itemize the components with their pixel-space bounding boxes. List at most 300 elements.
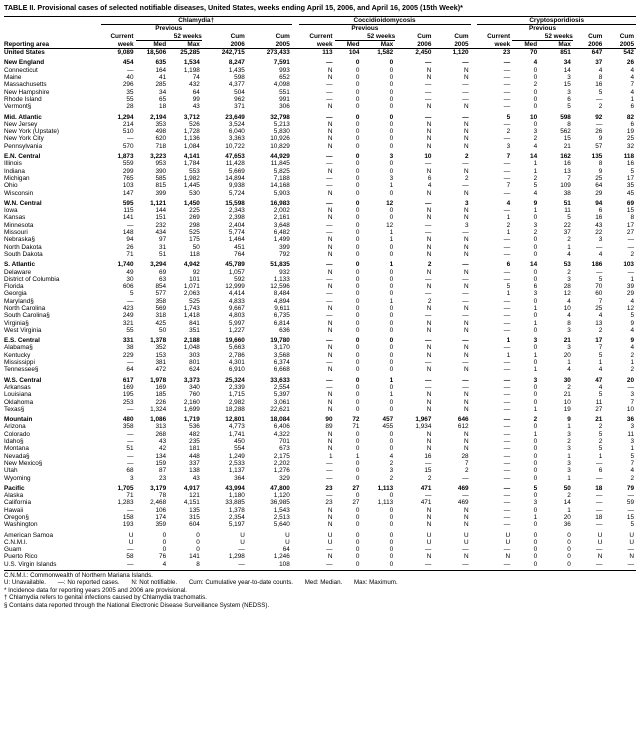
column-spacer	[471, 529, 478, 539]
value-cell: 1,873	[117, 153, 134, 161]
value-cell: —	[503, 366, 511, 374]
value-cell: 0	[355, 459, 360, 467]
value-cell: 4	[598, 66, 603, 74]
value-cell: 2,063	[183, 290, 200, 298]
value-cell: 21	[563, 142, 571, 150]
value-cell: 7	[567, 174, 571, 182]
reporting-area-cell: Florida	[4, 283, 24, 291]
value-cell: 454	[122, 59, 134, 67]
value-cell: 296	[122, 81, 134, 89]
value-cell: 1	[389, 261, 394, 269]
value-cell: 0	[533, 391, 538, 399]
table-row	[4, 352, 636, 359]
value-cell: 9,089	[117, 49, 134, 57]
value-cell: 991	[279, 95, 290, 103]
value-cell: 2,404	[228, 221, 245, 229]
value-cell: 5	[129, 290, 134, 298]
value-cell: 7	[630, 81, 634, 89]
table-row	[4, 467, 636, 474]
value-cell: 0	[355, 261, 360, 269]
value-cell: —	[503, 514, 511, 521]
column-spacer	[471, 312, 478, 319]
value-cell: 0	[389, 538, 394, 546]
value-cell: N	[463, 326, 469, 334]
value-cell: N	[463, 283, 469, 291]
value-cell: 1	[533, 430, 538, 438]
value-cell: 34	[159, 88, 167, 96]
value-cell: 0	[355, 153, 360, 161]
column-spacer	[471, 103, 478, 110]
value-cell: 0	[533, 467, 538, 475]
value-cell: 74	[192, 74, 200, 82]
value-cell: 701	[279, 438, 290, 446]
value-cell: 5,213	[273, 120, 290, 128]
value-cell: 0	[355, 351, 360, 359]
value-cell: N	[327, 326, 333, 334]
year-2005-label: 2005	[247, 40, 292, 48]
value-cell: 3	[533, 221, 538, 229]
value-cell: —	[127, 297, 134, 305]
value-cell: 0	[533, 88, 538, 96]
value-cell: 569	[155, 304, 167, 312]
value-cell: 542	[623, 49, 634, 57]
value-cell: 0	[355, 268, 360, 276]
value-cell: 6,735	[273, 312, 290, 320]
value-cell: 229	[122, 351, 134, 359]
value-cell: 141	[189, 553, 200, 561]
value-cell: 47	[595, 376, 603, 384]
value-cell: 43	[595, 221, 603, 229]
value-cell: 9,938	[228, 182, 245, 190]
value-cell: 59	[626, 499, 634, 507]
value-cell: 0	[355, 376, 360, 384]
value-cell: 7	[465, 459, 469, 467]
value-cell: 14	[563, 66, 571, 74]
previous-label: Previous	[155, 25, 183, 33]
value-cell: 0	[389, 337, 394, 345]
value-cell: 36,985	[270, 499, 290, 507]
value-cell: —	[595, 95, 603, 103]
value-cell: 195	[122, 391, 134, 399]
column-spacer	[471, 507, 478, 514]
value-cell: 359	[155, 521, 167, 529]
value-cell: 0	[533, 553, 538, 561]
value-cell: 5	[630, 167, 634, 175]
value-cell: 5	[630, 452, 634, 460]
value-cell: 12	[386, 221, 394, 229]
reporting-area-cell: North Carolina	[4, 304, 46, 312]
table-row	[4, 539, 636, 546]
value-cell: 174	[155, 514, 167, 521]
value-cell: U	[597, 531, 603, 539]
value-cell: N	[463, 207, 469, 215]
value-cell: —	[127, 430, 134, 438]
value-cell: 6,482	[273, 229, 290, 237]
table-row	[4, 283, 636, 290]
value-cell: —	[503, 167, 511, 175]
value-cell: 9	[533, 199, 538, 207]
value-cell: 13	[595, 319, 603, 327]
reporting-area-cell: Mountain	[4, 416, 33, 424]
value-cell: 9,611	[274, 304, 290, 312]
value-cell: 92	[192, 268, 200, 276]
column-spacer	[471, 222, 478, 229]
value-cell: N	[327, 189, 333, 197]
value-cell: 138	[189, 467, 200, 475]
value-cell: N	[327, 207, 333, 215]
value-cell: 3	[630, 438, 634, 446]
value-cell: 0	[533, 268, 538, 276]
value-cell: 2	[427, 297, 432, 305]
value-cell: —	[503, 452, 511, 460]
value-cell: 4	[427, 182, 432, 190]
value-cell: 285	[155, 81, 167, 89]
current-label: Current	[487, 32, 511, 40]
value-cell: 18,288	[225, 405, 245, 413]
column-spacer	[471, 327, 478, 334]
table-row	[4, 121, 636, 128]
value-cell: N	[327, 214, 333, 222]
value-cell: 14	[563, 499, 571, 507]
column-spacer	[292, 312, 299, 319]
value-cell: 118	[189, 250, 200, 258]
column-spacer	[471, 96, 478, 103]
value-cell: 3	[567, 430, 571, 438]
column-spacer	[292, 214, 299, 221]
value-cell: 1	[630, 445, 634, 453]
value-cell: 0	[355, 221, 360, 229]
value-cell: N	[327, 391, 333, 399]
value-cell: 4,301	[228, 359, 245, 367]
value-cell: 108	[279, 560, 290, 568]
value-cell: —	[503, 499, 511, 507]
value-cell: 2	[465, 174, 469, 182]
value-cell: 69	[626, 199, 634, 207]
value-cell: 51	[159, 250, 167, 258]
value-cell: 15	[626, 207, 634, 215]
value-cell: 2	[630, 351, 634, 359]
table-row	[4, 190, 636, 197]
reporting-area-cell: South Dakota	[4, 250, 43, 258]
column-spacer	[471, 359, 478, 366]
table-row	[4, 269, 636, 276]
value-cell: 2,982	[228, 398, 245, 406]
value-cell: 19,780	[270, 337, 290, 345]
value-cell: N	[327, 366, 333, 374]
value-cell: 6	[630, 120, 634, 128]
value-cell: N	[426, 167, 432, 175]
value-cell: 0	[389, 59, 394, 67]
value-cell: 2	[427, 474, 432, 482]
column-spacer	[471, 168, 478, 175]
value-cell: —	[462, 275, 469, 283]
value-cell: —	[462, 297, 469, 305]
value-cell: 3	[533, 499, 538, 507]
value-cell: 0	[389, 506, 394, 514]
value-cell: 87	[159, 467, 167, 475]
value-cell: 4	[598, 312, 603, 320]
reporting-area-cell: Mississippi	[4, 359, 35, 367]
column-spacer	[292, 236, 299, 243]
value-cell: —	[326, 160, 333, 168]
column-spacer	[292, 175, 299, 182]
value-cell: 1,728	[183, 128, 200, 136]
value-cell: 55	[126, 95, 134, 103]
value-cell: 0	[355, 135, 360, 143]
value-cell: 0	[389, 243, 394, 251]
value-cell: —	[462, 88, 469, 96]
value-cell: —	[462, 261, 469, 269]
value-cell: 104	[348, 49, 360, 57]
value-cell: 399	[279, 243, 290, 251]
table-title: TABLE II. Provisional cases of selected notifiable diseases, United States, weeks ending April 15, 2006, and April 16, 2005 (15th Week)*	[4, 3, 463, 12]
value-cell: 16,983	[270, 199, 290, 207]
reporting-area-cell: Guam	[4, 546, 22, 554]
value-cell: 8	[567, 120, 571, 128]
value-cell: 1	[533, 167, 538, 175]
reporting-area-cell: Texas§	[4, 405, 25, 413]
value-cell: 27	[595, 405, 603, 413]
column-spacer	[292, 298, 299, 305]
reporting-area-cell: District of Columbia	[4, 275, 60, 283]
value-cell: 4	[506, 199, 511, 207]
reporting-area-cell: Maine	[4, 74, 22, 82]
value-cell: 2,343	[228, 207, 245, 215]
column-spacer	[471, 160, 478, 167]
value-cell: 3,061	[273, 398, 290, 406]
value-cell: 6,374	[273, 359, 290, 367]
current-label: Current	[110, 32, 134, 40]
value-cell: 4,833	[228, 297, 245, 305]
value-cell: U	[505, 538, 511, 546]
column-spacer	[292, 111, 299, 121]
value-cell: 21	[563, 337, 571, 345]
value-cell: 2,202	[273, 459, 290, 467]
value-cell: —	[326, 261, 333, 269]
value-cell: 371	[234, 103, 245, 111]
value-cell: 5	[598, 430, 603, 438]
value-cell: —	[595, 546, 603, 554]
value-cell: 1,324	[150, 405, 167, 413]
value-cell: 471	[420, 499, 432, 507]
column-spacer	[292, 207, 299, 214]
value-cell: 3	[567, 74, 571, 82]
value-cell: 186	[591, 261, 603, 269]
value-cell: 9	[598, 135, 603, 143]
value-cell: 652	[279, 74, 290, 82]
table-row	[4, 276, 636, 283]
table-row	[4, 529, 636, 539]
value-cell: 1,450	[183, 199, 200, 207]
value-cell: 4,377	[228, 81, 245, 89]
value-cell: 1	[567, 452, 571, 460]
value-cell: 331	[122, 337, 134, 345]
value-cell: 2	[389, 474, 394, 482]
value-cell: 8	[598, 160, 603, 168]
value-cell: 2,554	[273, 383, 290, 391]
value-cell: 118	[623, 153, 634, 161]
value-cell: N	[327, 553, 333, 561]
value-cell: 18	[595, 514, 603, 521]
value-cell: 76	[159, 553, 167, 561]
value-cell: 45	[626, 189, 634, 197]
value-cell: 1	[355, 452, 360, 460]
value-cell: N	[327, 236, 333, 244]
value-cell: 34	[563, 59, 571, 67]
column-spacer	[292, 49, 299, 57]
column-spacer	[292, 222, 299, 229]
value-cell: 0	[355, 344, 360, 352]
value-cell: 8	[196, 560, 200, 568]
value-cell: 94	[126, 236, 134, 244]
value-cell: N	[463, 250, 469, 258]
reporting-area-cell: Utah	[4, 467, 18, 475]
column-spacer	[292, 74, 299, 81]
value-cell: 1	[506, 290, 511, 298]
value-cell: 0	[196, 538, 200, 546]
table-row	[4, 453, 636, 460]
value-cell: 185	[155, 391, 167, 399]
column-spacer	[471, 399, 478, 406]
value-cell: 0	[355, 538, 360, 546]
legend-maximum: Max: Maximum.	[354, 579, 398, 587]
value-cell: 592	[234, 275, 245, 283]
column-spacer	[471, 258, 478, 268]
value-cell: N	[327, 103, 333, 111]
value-cell: 358	[155, 297, 167, 305]
value-cell: —	[425, 383, 432, 391]
value-cell: N	[629, 553, 634, 561]
value-cell: 352	[155, 344, 167, 352]
value-cell: 134	[155, 452, 167, 460]
value-cell: 3	[567, 275, 571, 283]
column-spacer	[292, 438, 299, 445]
value-cell: 337	[189, 459, 200, 467]
value-cell: N	[426, 366, 432, 374]
value-cell: —	[595, 268, 603, 276]
year-2005-label: 2005	[433, 40, 470, 48]
value-cell: 0	[355, 95, 360, 103]
value-cell: 70	[595, 283, 603, 291]
value-cell: —	[627, 243, 634, 251]
value-cell: 16	[563, 160, 571, 168]
legend-not-notifiable: N: Not notifiable.	[131, 579, 178, 587]
value-cell: 57	[595, 142, 603, 150]
value-cell: 30	[563, 376, 571, 384]
value-cell: 455	[382, 423, 394, 431]
value-cell: 5	[567, 103, 571, 111]
value-cell: 0	[355, 174, 360, 182]
reporting-area-cell: Minnesota	[4, 221, 34, 229]
column-spacer	[471, 453, 478, 460]
value-cell: 3	[567, 326, 571, 334]
value-cell: 0	[196, 531, 200, 539]
value-cell: 0	[355, 128, 360, 136]
value-cell: 1,246	[273, 553, 290, 561]
value-cell: 31	[159, 243, 167, 251]
value-cell: 1,198	[183, 66, 200, 74]
table-row	[4, 49, 636, 57]
column-spacer	[292, 135, 299, 142]
column-spacer	[471, 128, 478, 135]
value-cell: 0	[389, 326, 394, 334]
value-cell: —	[503, 250, 511, 258]
value-cell: 42	[159, 445, 167, 453]
value-cell: 480	[122, 416, 134, 424]
value-cell: 43	[159, 438, 167, 446]
value-cell: 504	[234, 88, 245, 96]
table-row	[4, 135, 636, 142]
value-cell: 65	[159, 95, 167, 103]
value-cell: —	[326, 290, 333, 298]
value-cell: 0	[389, 319, 394, 327]
value-cell: 2	[598, 438, 603, 446]
value-cell: 6	[567, 95, 571, 103]
cum-label: Cum	[588, 32, 603, 40]
column-spacer	[292, 121, 299, 128]
table-row	[4, 359, 636, 366]
column-spacer	[292, 482, 299, 492]
value-cell: N	[426, 398, 432, 406]
value-cell: 450	[234, 438, 245, 446]
reporting-area-cell: Tennessee§	[4, 366, 39, 374]
value-cell: U	[327, 531, 333, 539]
value-cell: —	[425, 337, 432, 345]
value-cell: 0	[389, 74, 394, 82]
value-cell: 1	[533, 366, 538, 374]
column-spacer	[471, 135, 478, 142]
value-cell: 0	[389, 398, 394, 406]
value-cell: 2	[506, 128, 511, 136]
value-cell: 135	[591, 153, 603, 161]
value-cell: 0	[533, 506, 538, 514]
value-cell: 4	[567, 312, 571, 320]
value-cell: 2	[533, 229, 538, 237]
weeks52-label: 52 weeks	[136, 33, 202, 41]
table-row	[4, 374, 636, 384]
value-cell: 318	[155, 312, 167, 320]
value-cell: —	[627, 546, 634, 554]
column-spacer	[471, 438, 478, 445]
value-cell: 1	[506, 214, 511, 222]
value-cell: 765	[122, 174, 134, 182]
value-cell: —	[326, 492, 333, 500]
column-spacer	[292, 96, 299, 103]
value-cell: 1,934	[415, 423, 432, 431]
value-cell: 2	[427, 261, 432, 269]
value-cell: 55	[126, 326, 134, 334]
column-spacer	[292, 492, 299, 499]
value-cell: 4,803	[228, 312, 245, 320]
value-cell: 0	[533, 214, 538, 222]
reporting-area-cell: Delaware	[4, 268, 31, 276]
column-spacer	[471, 406, 478, 413]
value-cell: 14	[530, 153, 538, 161]
value-cell: 5	[598, 351, 603, 359]
value-cell: N	[426, 120, 432, 128]
value-cell: —	[462, 359, 469, 367]
value-cell: 28	[563, 283, 571, 291]
table-row	[4, 546, 636, 553]
reporting-area-cell: Nebraska§	[4, 236, 35, 244]
value-cell: 624	[189, 366, 200, 374]
value-cell: 0	[355, 445, 360, 453]
value-cell: 0	[355, 438, 360, 446]
value-cell: —	[503, 391, 511, 399]
value-cell: 0	[389, 66, 394, 74]
value-cell: 44,929	[270, 153, 290, 161]
value-cell: 11	[627, 430, 634, 438]
